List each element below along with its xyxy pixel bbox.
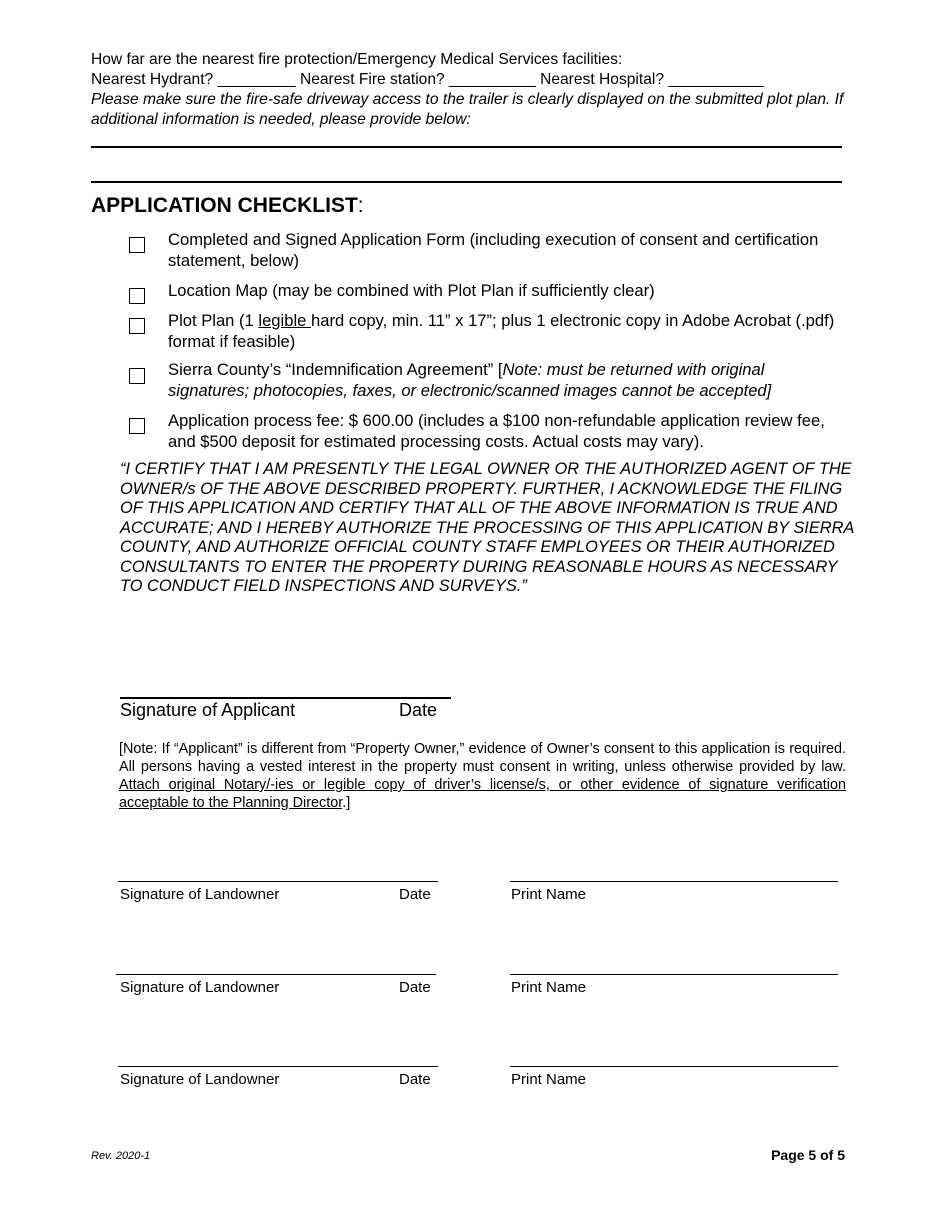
checklist-item-plot-plan — [168, 311, 848, 352]
landowner-1-date-label: Date — [399, 886, 431, 903]
driveway-instructions: Please make sure the fire-safe driveway access to the trailer is clearly displayed on the submitted plot plan. If additional information is needed, please provide below: — [91, 91, 844, 128]
applicant-signature-label: Signature of Applicant — [120, 700, 296, 720]
applicant-signature-line[interactable] — [120, 697, 451, 699]
landowner-2-signature-label: Signature of Landowner — [120, 979, 280, 996]
landowner-1-print-name-line[interactable] — [510, 881, 838, 882]
owner-consent-note — [119, 740, 846, 812]
checklist-heading — [91, 194, 364, 218]
indemnification-note: Note: must be returned with original signatures; photocopies, faxes, or electronic/scanned images cannot be accepted] — [168, 360, 772, 400]
checkbox-plot-plan[interactable] — [129, 318, 145, 334]
checkbox-indemnification[interactable] — [129, 368, 145, 384]
applicant-date-label: Date — [399, 700, 438, 720]
additional-info-line-2[interactable] — [91, 181, 842, 183]
landowner-2-signature-line[interactable] — [116, 974, 436, 975]
landowner-3-print-name-label: Print Name — [511, 1071, 587, 1088]
landowner-3-print-name-line[interactable] — [510, 1066, 838, 1067]
checkbox-application-form[interactable] — [129, 237, 145, 253]
checklist-item-process-fee: Application process fee: $ 600.00 (includes a $100 non-refundable application review fee, and $500 deposit for estimated processing costs. Actual costs may vary). — [168, 411, 825, 451]
fire-services-section — [91, 50, 851, 130]
checklist-item-application-form: Completed and Signed Application Form (including execution of consent and certification statement, below) — [168, 230, 819, 270]
landowner-1-print-name-label: Print Name — [511, 886, 587, 903]
nearest-facilities-line — [91, 70, 851, 90]
certification-statement: “I CERTIFY THAT I AM PRESENTLY THE LEGAL OWNER OR THE AUTHORIZED AGENT OF THE OWNER/s OF THE ABOVE DESCRIBED PROPERTY. FURTHER, I ACKNOWLEDGE THE FILING OF THIS APPLICATION AND CERTIFY THAT ALL OF THE ABOVE INFORMATION IS TRUE AND ACCURATE; AND I HEREBY AUTHORIZE THE PROCESSING OF THIS APPLICATION BY SIERRA COUNTY, AND AUTHORIZE OFFICIAL COUNTY STAFF EMPLOYEES OR THEIR AUTHORIZED CONSULTANTS TO ENTER THE PROPERTY DURING REASONABLE HOURS AS NECESSARY TO CONDUCT FIELD INSPECTIONS AND SURVEYS.” — [120, 460, 854, 595]
plot-plan-text-start: Plot Plan (1 — [168, 311, 259, 330]
landowner-1-signature-label: Signature of Landowner — [120, 886, 280, 903]
plot-plan-legible: legible — [258, 311, 311, 330]
note-end: .] — [342, 795, 351, 811]
plot-plan-text-end: hard copy, min. 11” x 17”; plus 1 electronic copy in Adobe Acrobat (.pdf) format if feasible) — [168, 311, 835, 351]
landowner-2-print-name-line[interactable] — [510, 974, 838, 975]
additional-info-line-1[interactable] — [91, 146, 842, 148]
checkbox-process-fee[interactable] — [129, 418, 145, 434]
indemnification-text: Sierra County’s “Indemnification Agreement” [ — [168, 360, 503, 379]
note-text: [Note: If “Applicant” is different from “Property Owner,” evidence of Owner’s consent to this application is required. All persons having a vested interest in the property must consent in writing, unless otherwise provided by law. — [119, 741, 846, 775]
revision-label: Rev. 2020-1 — [91, 1150, 151, 1162]
checklist-colon: : — [357, 194, 364, 217]
landowner-1-signature-line[interactable] — [118, 881, 438, 882]
landowner-3-date-label: Date — [399, 1071, 431, 1088]
nearest-hydrant-field[interactable]: Nearest Hydrant? _________ — [91, 71, 296, 88]
nearest-hospital-field[interactable]: Nearest Hospital? ___________ — [540, 71, 764, 88]
landowner-3-signature-label: Signature of Landowner — [120, 1071, 280, 1088]
nearest-fire-station-field[interactable]: Nearest Fire station? __________ — [299, 71, 536, 88]
landowner-2-print-name-label: Print Name — [511, 979, 587, 996]
checklist-item-indemnification — [168, 360, 848, 401]
checklist-title: APPLICATION CHECKLIST — [91, 194, 358, 217]
landowner-3-signature-line[interactable] — [118, 1066, 438, 1067]
checkbox-location-map[interactable] — [129, 288, 145, 304]
note-attachment-requirement: Attach original Notary/-ies or legible copy of driver’s license/s, or other evidence of signature verification acceptable to the Planning Director — [119, 777, 846, 811]
checklist-item-location-map: Location Map (may be combined with Plot Plan if sufficiently clear) — [168, 281, 655, 300]
page-number: Page 5 of 5 — [771, 1147, 845, 1163]
fire-question: How far are the nearest fire protection/Emergency Medical Services facilities: — [91, 51, 623, 68]
landowner-2-date-label: Date — [399, 979, 431, 996]
